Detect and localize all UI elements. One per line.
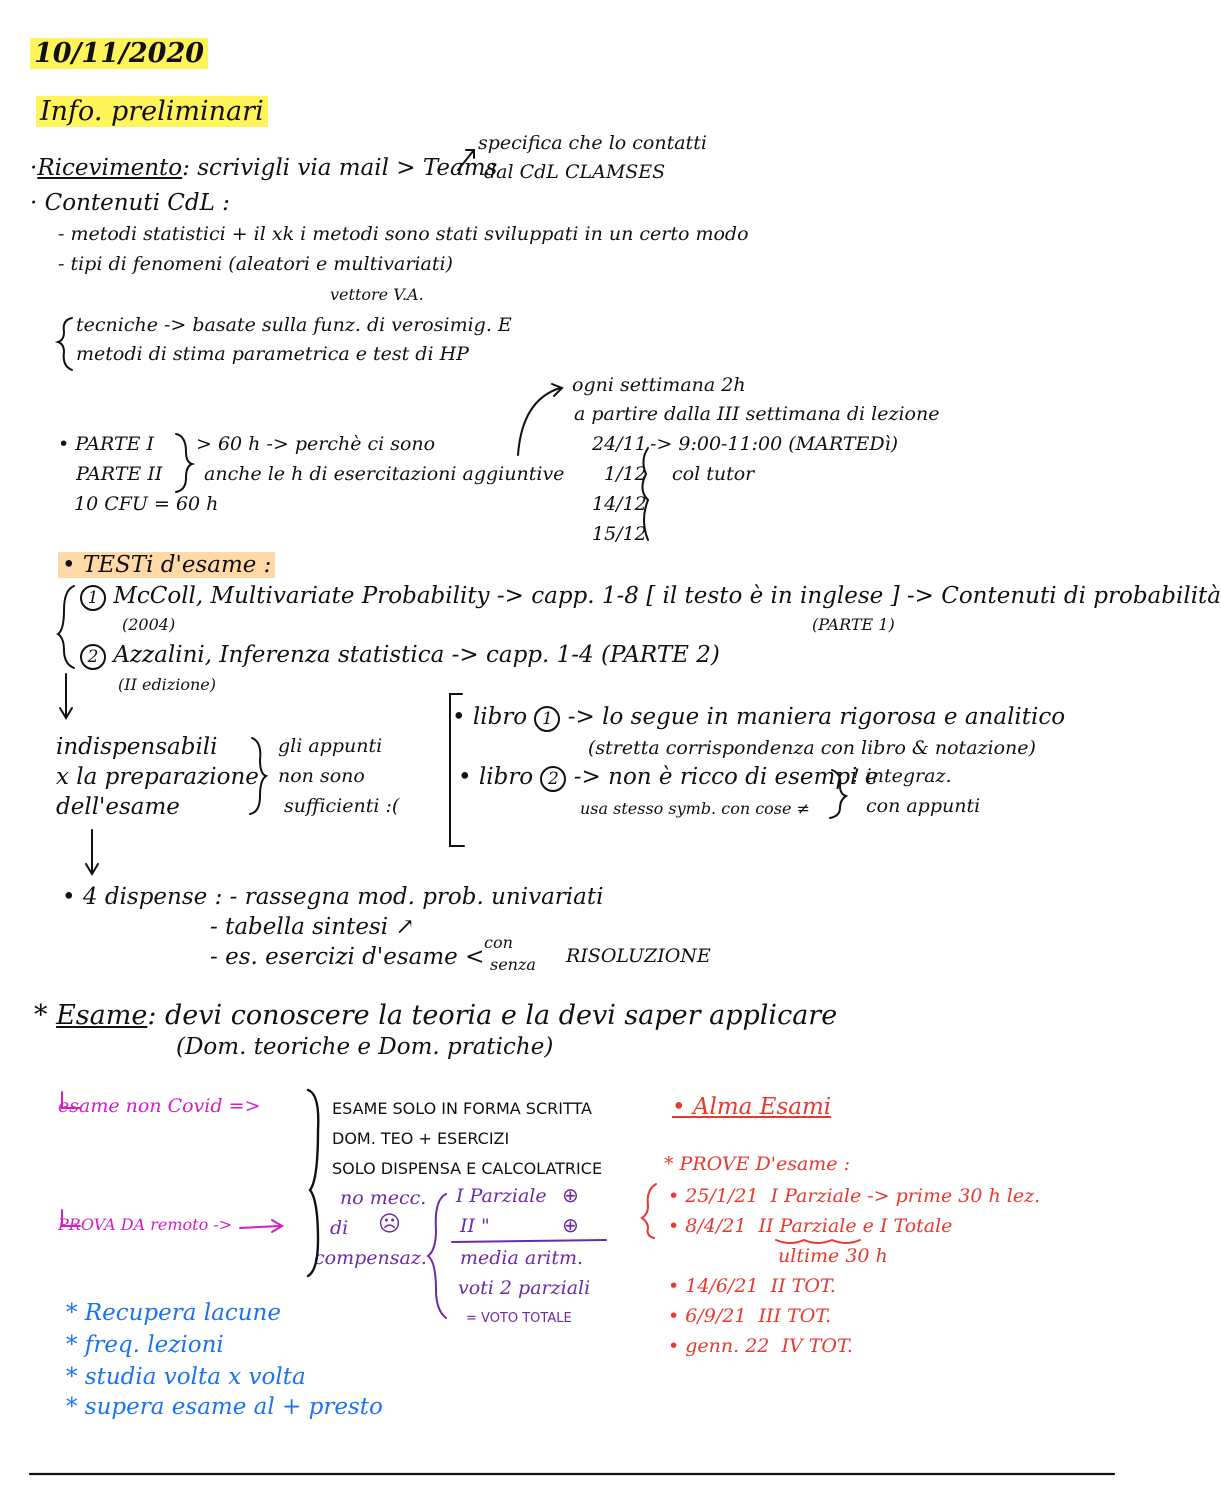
rule-3: SOLO DISPENSA E CALCOLATRICE (332, 1159, 603, 1178)
media-2: voti 2 parziali (458, 1277, 591, 1299)
book-1-year: (2004) (122, 615, 176, 634)
book-1-number: 1 (80, 585, 106, 611)
libro-2-number: 2 (540, 766, 566, 792)
schedule-line-2: a partire dalla III settimana di lezione (574, 403, 940, 425)
prova-2-sub: ultime 30 h (778, 1245, 888, 1267)
rule-1: ESAME SOLO IN FORMA SCRITTA (332, 1099, 592, 1118)
schedule-line-1: ogni settimana 2h (572, 374, 746, 396)
schedule-date-1: 24/11 (592, 433, 647, 455)
no-mecc: no mecc. (340, 1187, 427, 1209)
esame-text: : devi conoscere la teoria e la devi saper applicare (147, 1000, 838, 1031)
di: di (330, 1217, 349, 1239)
consiglio-1: * Recupera lacune (66, 1300, 281, 1326)
esame-non-covid: esame non Covid => (58, 1095, 261, 1117)
date: 10/11/2020 (30, 38, 208, 69)
page-title: Info. preliminari (36, 96, 268, 127)
esame-label: Esame (56, 1000, 148, 1031)
sad-face-icon: ☹ (378, 1212, 401, 1237)
schedule-date-3: 14/12 (592, 493, 647, 515)
dispense-con: con (484, 933, 513, 952)
consiglio-4: * supera esame al + presto (66, 1394, 383, 1420)
contenuti-label: · Contenuti CdL : (30, 190, 230, 216)
media-3: = VOTO TOTALE (466, 1311, 572, 1326)
contenuti-brace-line-2: metodi di stima parametrica e test di HP (76, 343, 469, 365)
esame-star: * (34, 1000, 48, 1031)
parte-1: • PARTE I (58, 433, 155, 455)
libro-1: • libro 1 -> lo segue in maniera rigorosa e analitico (452, 704, 1066, 730)
libro-1-number: 1 (534, 706, 560, 732)
indisp-mid-2: non sono (278, 765, 365, 787)
cfu: 10 CFU = 60 h (74, 493, 219, 515)
schedule-date-2: 1/12 (604, 463, 647, 485)
plus-circle-icon: ⊕ (562, 1183, 579, 1207)
esame-sub: (Dom. teoriche e Dom. pratiche) (176, 1034, 554, 1060)
media-1: media aritm. (460, 1247, 584, 1269)
parziale-2: II " (460, 1215, 490, 1237)
parti-right-1: > 60 h -> perchè ci sono (196, 433, 436, 455)
prova-5: • genn. 22 IV TOT. (668, 1335, 853, 1357)
schedule-time: -> 9:00-11:00 (MARTEDì) (650, 433, 899, 455)
ricevimento-note-1: specifica che lo contatti (478, 132, 707, 154)
consiglio-3: * studia volta x volta (66, 1364, 306, 1390)
contenuti-line-2-note: vettore V.A. (330, 285, 424, 304)
book-1-part: (PARTE 1) (812, 615, 895, 634)
consiglio-2: * freq. lezioni (66, 1332, 224, 1358)
schedule-date-4: 15/12 (592, 523, 647, 545)
libro-2-note-2: con appunti (866, 795, 981, 817)
indisp-mid-3: sufficienti :( (284, 795, 400, 817)
schedule-tutor: col tutor (672, 463, 755, 485)
prova-1: • 25/1/21 I Parziale -> prime 30 h lez. (668, 1185, 1041, 1207)
ricevimento-section: ·Ricevimento: scrivigli via mail > Teams (30, 155, 498, 181)
libro-2-sub: usa stesso symb. con cose ≠ (580, 799, 810, 818)
ricevimento-label: Ricevimento (37, 155, 183, 181)
book-2-edition: (II edizione) (118, 675, 216, 694)
libro-2-note-1: ! integraz. (852, 765, 952, 787)
parziale-1: I Parziale (456, 1185, 547, 1207)
prova-remoto: PROVA DA remoto -> (58, 1215, 233, 1234)
indisp-left-3: dell'esame (56, 794, 180, 820)
libro-1-sub: (stretta corrispondenza con libro & notazione) (588, 737, 1036, 759)
dispense-label: • 4 dispense : - rassegna mod. prob. univariati (62, 884, 604, 910)
indisp-mid-1: gli appunti (278, 735, 383, 757)
testi-label: • TESTi d'esame : (58, 552, 275, 578)
prova-3: • 14/6/21 II TOT. (668, 1275, 836, 1297)
book-1: 1 McColl, Multivariate Probability -> capp. 1-8 [ il testo è in inglese ] -> Contenuti di probabilità (80, 583, 1221, 611)
contenuti-brace-line-1: tecniche -> basate sulla funz. di verosimig. E (76, 314, 512, 336)
dispense-item-3: - es. esercizi d'esame < (210, 944, 485, 970)
compensaz: compensaz. (314, 1247, 427, 1269)
parti-right-2: anche le h di esercitazioni aggiuntive (204, 463, 565, 485)
libro-2: • libro 2 -> non è ricco di esempi e (458, 764, 879, 790)
plus-circle-icon: ⊕ (562, 1213, 579, 1237)
book-2-number: 2 (80, 644, 106, 670)
contenuti-line-1: - metodi statistici + il xk i metodi sono stati sviluppati in un certo modo (58, 223, 749, 245)
parte-2: PARTE II (76, 463, 163, 485)
rule-2: DOM. TEO + ESERCIZI (332, 1129, 510, 1148)
ricevimento-text: : scrivigli via mail > Teams (182, 155, 498, 181)
prova-4: • 6/9/21 III TOT. (668, 1305, 832, 1327)
indisp-left-1: indispensabili (56, 734, 218, 760)
alma-esami: • Alma Esami (672, 1094, 832, 1120)
contenuti-line-2: - tipi di fenomeni (aleatori e multivariati) (58, 253, 453, 275)
prove-label: * PROVE D'esame : (664, 1153, 850, 1175)
ricevimento-note-2: dal CdL CLAMSES (484, 161, 666, 183)
book-2: 2 Azzalini, Inferenza statistica -> capp. 1-4 (PARTE 2) (80, 642, 720, 670)
dispense-risoluzione: RISOLUZIONE (566, 945, 711, 967)
dispense-item-2: - tabella sintesi ↗ (210, 914, 415, 940)
dispense-senza: senza (490, 955, 536, 974)
indisp-left-2: x la preparazione (56, 764, 259, 790)
prova-2: • 8/4/21 II Parziale e I Totale (668, 1215, 953, 1237)
